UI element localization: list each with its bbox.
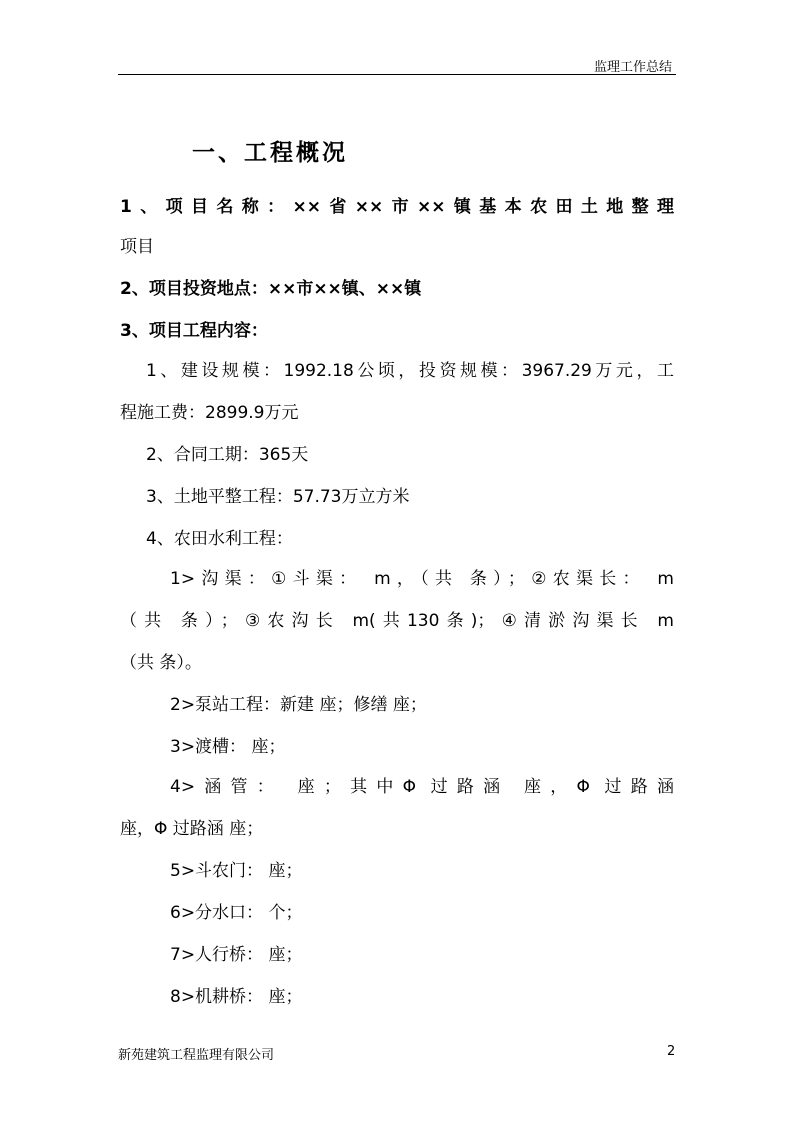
page-number: 2: [667, 1044, 676, 1059]
sub-4-line-2: 座，Φ 过路涵 座；: [120, 819, 264, 839]
sub-4-line-1: 4>涵管： 座；其中Φ 过路涵 座，Φ 过路涵: [170, 777, 674, 797]
sub-1-line-2: （共 条）；③农沟长 m(共130条)；④清淤沟渠长 m: [120, 611, 674, 631]
sub-2: 2>泵站工程：新建 座；修缮 座；: [170, 695, 427, 715]
content-3: 3、土地平整工程：57.73万立方米: [146, 487, 410, 507]
item-1-line-2: 项目: [120, 237, 154, 257]
content-1-line-1: 1、建设规模：1992.18公顷，投资规模：3967.29万元，工: [146, 361, 674, 381]
sub-3: 3>渡槽： 座；: [170, 737, 286, 757]
footer-company: 新苑建筑工程监理有限公司: [118, 1048, 275, 1063]
header-title: 监理工作总结: [593, 60, 672, 75]
sub-7: 7>人行桥： 座；: [170, 945, 303, 965]
item-1-line-1: 1、项目名称：××省××市××镇基本农田土地整理: [120, 197, 674, 217]
section-title: 一、工程概况: [192, 140, 348, 166]
item-2: 2、项目投资地点：××市××镇、××镇: [120, 279, 422, 299]
sub-8: 8>机耕桥： 座；: [170, 987, 303, 1007]
sub-6: 6>分水口： 个；: [170, 903, 303, 923]
sub-1-line-3: （共 条）。: [120, 653, 202, 673]
sub-1-line-1: 1>沟渠：①斗渠： m，（共 条）；②农渠长： m: [170, 569, 674, 589]
content-1-line-2: 程施工费：2899.9万元: [120, 403, 299, 423]
sub-5: 5>斗农门： 座；: [170, 861, 303, 881]
content-4: 4、农田水利工程：: [146, 529, 293, 549]
item-3: 3、项目工程内容：: [120, 321, 268, 341]
content-2: 2、合同工期：365天: [146, 445, 309, 465]
header-rule: [118, 74, 676, 75]
